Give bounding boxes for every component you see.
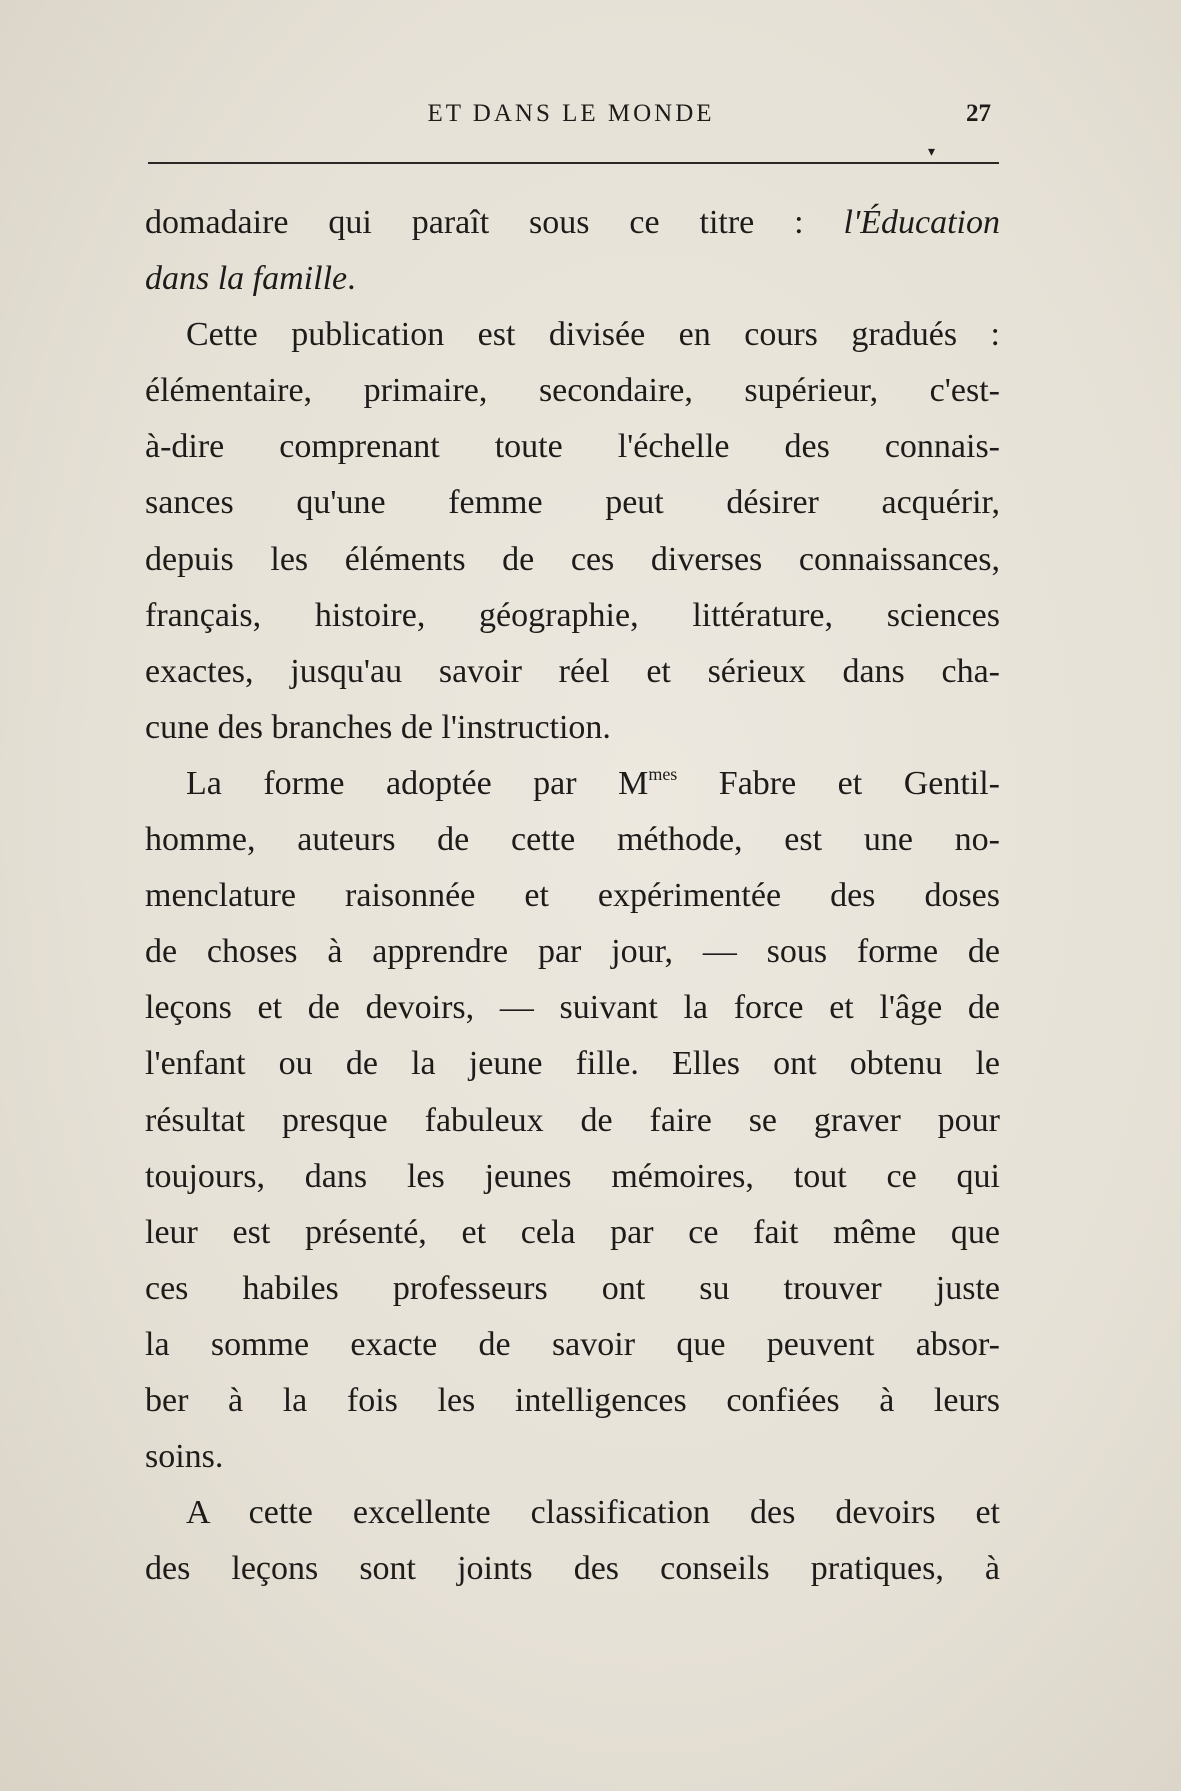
text-line: leçons et de devoirs, — suivant la force et l'âge de: [145, 989, 1000, 1027]
text-span: Fabre et Gentil-: [677, 764, 1000, 802]
text-line: des leçons sont joints des conseils pratiques, à: [145, 1550, 1000, 1588]
text-line: résultat presque fabuleux de faire se graver pour: [145, 1101, 1000, 1139]
text-line: exactes, jusqu'au savoir réel et sérieux dans cha-: [145, 652, 1000, 690]
italic-title: dans la famille: [145, 260, 348, 298]
printer-mark-icon: ▾: [928, 145, 936, 160]
header-rule: [148, 162, 999, 164]
text-line: sances qu'une femme peut désirer acquérir,: [145, 484, 1000, 522]
text-line: depuis les éléments de ces diverses connaissances,: [145, 540, 1000, 578]
text-line: homme, auteurs de cette méthode, est une no-: [145, 821, 1000, 859]
superscript: mes: [648, 763, 678, 784]
text-span: .: [347, 260, 356, 298]
text-span: domadaire qui paraît sous ce titre :: [145, 204, 844, 241]
text-line: français, histoire, géographie, littérature, sciences: [145, 596, 1000, 634]
italic-title: l'Éducation: [843, 204, 1000, 241]
text-line: leur est présenté, et cela par ce fait même que: [145, 1213, 1000, 1251]
text-line: [145, 756, 1000, 812]
text-line: élémentaire, primaire, secondaire, supérieur, c'est-: [145, 372, 1000, 410]
running-title: ET DANS LE MONDE: [427, 100, 715, 127]
text-line: toujours, dans les jeunes mémoires, tout ce qui: [145, 1157, 1000, 1195]
text-line: cune des branches de l'instruction.: [145, 708, 611, 746]
text-line: menclature raisonnée et expérimentée des doses: [145, 877, 1000, 915]
page-number: 27: [966, 100, 991, 127]
text-line: soins.: [145, 1438, 224, 1476]
text-line: de choses à apprendre par jour, — sous forme de: [145, 933, 1000, 971]
text-line: l'enfant ou de la jeune fille. Elles ont obtenu le: [145, 1045, 1000, 1083]
text-line: à-dire comprenant toute l'échelle des connais-: [145, 428, 1000, 466]
text-line: A cette excellente classification des devoirs et: [186, 1494, 1000, 1532]
text-line: [145, 251, 1000, 307]
text-line: la somme exacte de savoir que peuvent absor-: [145, 1325, 1000, 1363]
text-line: ber à la fois les intelligences confiées à leurs: [145, 1381, 1000, 1419]
text-line: Cette publication est divisée en cours gradués :: [186, 316, 1000, 354]
body-text: [145, 195, 1000, 1597]
text-line: ces habiles professeurs ont su trouver juste: [145, 1269, 1000, 1307]
text-line: [145, 195, 1000, 251]
text-span: La forme adoptée par M: [186, 764, 649, 802]
